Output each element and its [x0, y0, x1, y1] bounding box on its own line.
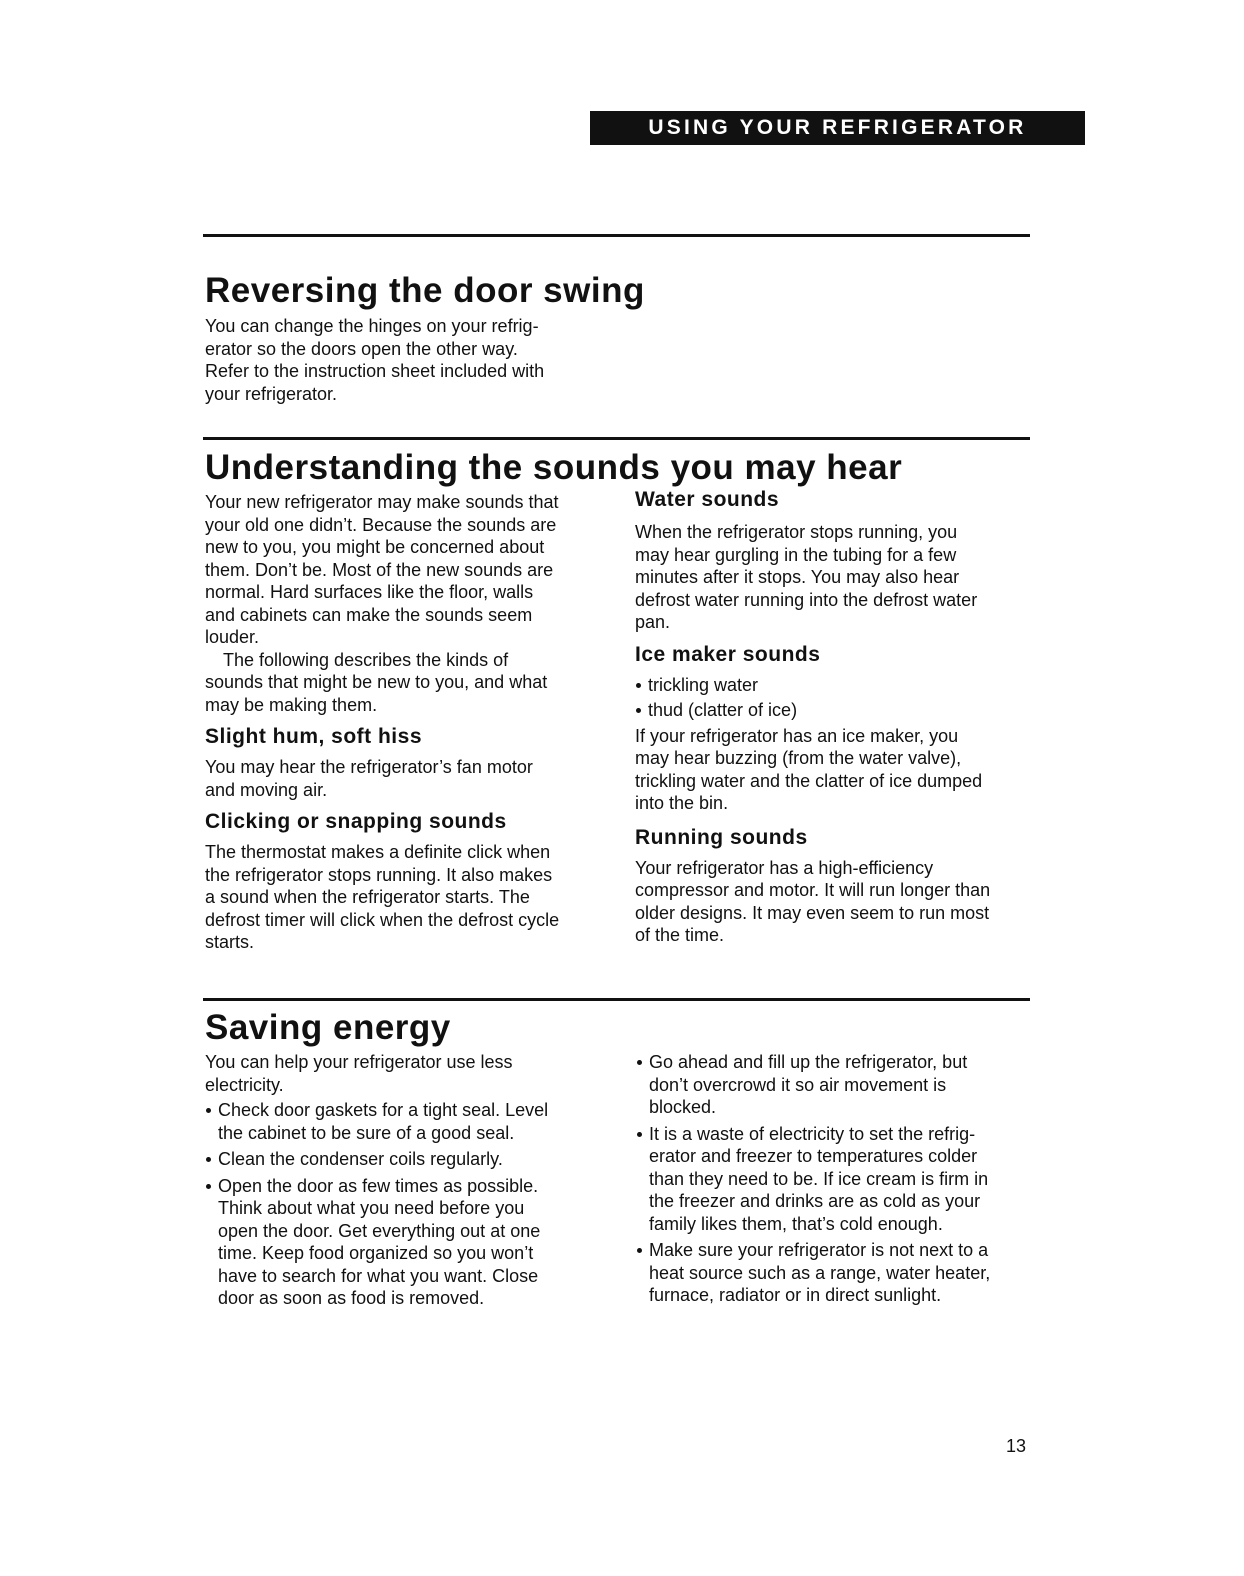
reversing-line: erator so the doors open the other way.: [205, 338, 518, 359]
energy-bullet-line: family likes them, that’s cold enough.: [649, 1213, 943, 1234]
running-line: older designs. It may even seem to run most: [635, 902, 990, 923]
icemaker-bullet: thud (clatter of ice): [635, 699, 1045, 722]
clicking-line: a sound when the refrigerator starts. The: [205, 887, 530, 907]
clicking-line: starts.: [205, 932, 255, 952]
energy-bullet: [205, 1099, 615, 1144]
energy-bullet-line: blocked.: [649, 1097, 717, 1117]
reversing-line: You can change the hinges on your refrig-: [205, 316, 539, 336]
running-line: of the time.: [635, 925, 725, 945]
energy-right-bullets: [636, 1051, 1046, 1307]
energy-bullet-line: Clean the condenser coils regularly.: [218, 1149, 503, 1169]
clicking-line: The thermostat makes a definite click when: [205, 842, 551, 862]
sounds-title: Understanding the sounds you may hear: [205, 448, 903, 487]
running-line: compressor and motor. It will run longer than: [635, 880, 991, 900]
energy-bullet: [205, 1148, 615, 1171]
running-heading: Running sounds: [635, 825, 808, 849]
energy-bullet-line: door as soon as food is removed.: [218, 1288, 485, 1308]
clicking-heading: Clicking or snapping sounds: [205, 810, 507, 833]
water-heading: Water sounds: [635, 488, 780, 511]
clicking-line: defrost timer will click when the defrost cycle: [205, 909, 560, 930]
water-line: minutes after it stops. You may also hear: [635, 567, 960, 587]
section-banner: USING YOUR REFRIGERATOR: [590, 111, 1085, 145]
section-divider: [203, 998, 1030, 1001]
sounds-intro-line: louder.: [205, 627, 260, 647]
reversing-line: your refrigerator.: [205, 383, 338, 404]
energy-bullet-line: heat source such as a range, water heater,: [649, 1262, 991, 1283]
energy-bullet-line: don’t overcrowd it so air movement is: [649, 1074, 947, 1095]
sounds-intro-line: and cabinets can make the sounds seem: [205, 604, 533, 625]
energy-bullet: [636, 1051, 1046, 1119]
energy-bullet: [636, 1123, 1046, 1236]
energy-right-column: [636, 1051, 1046, 1307]
energy-bullet-line: the freezer and drinks are as cold as your: [649, 1191, 981, 1211]
reversing-body: [205, 315, 625, 405]
icemaker-heading: Ice maker sounds: [635, 642, 821, 666]
sounds-following-line: sounds that might be new to you, and what: [205, 672, 548, 692]
sounds-left-column: [205, 491, 620, 954]
water-line: When the refrigerator stops running, you: [635, 522, 958, 542]
energy-bullet: [205, 1175, 615, 1310]
energy-intro-line: electricity.: [205, 1074, 284, 1095]
energy-bullet-line: than they need to be. If ice cream is firm in: [649, 1168, 989, 1189]
sounds-right-column: [635, 487, 1045, 947]
page-number: 13: [1006, 1436, 1027, 1456]
running-line: Your refrigerator has a high-efficiency: [635, 857, 934, 878]
energy-left-bullets: [205, 1099, 615, 1310]
hum-line: You may hear the refrigerator’s fan motor: [205, 757, 533, 777]
energy-bullet-line: Make sure your refrigerator is not next to a: [649, 1240, 989, 1260]
sounds-intro-line: normal. Hard surfaces like the floor, walls: [205, 582, 534, 602]
energy-bullet-line: have to search for what you want. Close: [218, 1265, 539, 1286]
energy-left-column: [205, 1051, 615, 1310]
sounds-intro-line: them. Don’t be. Most of the new sounds are: [205, 559, 554, 580]
energy-bullet-line: Open the door as few times as possible.: [218, 1175, 539, 1196]
water-line: may hear gurgling in the tubing for a few: [635, 544, 957, 565]
energy-intro-line: You can help your refrigerator use less: [205, 1052, 513, 1072]
energy-title: Saving energy: [205, 1008, 451, 1047]
energy-bullet-line: time. Keep food organized so you won’t: [218, 1243, 534, 1263]
section-divider: [203, 437, 1030, 440]
icemaker-line: may hear buzzing (from the water valve),: [635, 748, 962, 768]
energy-bullet-line: furnace, radiator or in direct sunlight.: [649, 1285, 942, 1305]
energy-bullet-line: Go ahead and fill up the refrigerator, but: [649, 1052, 968, 1072]
icemaker-bullets: [635, 674, 1045, 722]
hum-heading: Slight hum, soft hiss: [205, 725, 423, 748]
energy-bullet-line: It is a waste of electricity to set the refrig-: [649, 1123, 976, 1144]
sounds-following-line: The following describes the kinds of: [223, 649, 509, 670]
icemaker-bullet: trickling water: [635, 674, 1045, 697]
energy-bullet-line: Think about what you need before you: [218, 1198, 525, 1218]
clicking-line: the refrigerator stops running. It also makes: [205, 864, 553, 885]
energy-bullet-line: open the door. Get everything out at one: [218, 1220, 541, 1241]
reversing-line: Refer to the instruction sheet included with: [205, 361, 545, 381]
water-line: pan.: [635, 612, 671, 632]
icemaker-line: trickling water and the clatter of ice dumped: [635, 770, 983, 791]
section-divider: [203, 234, 1030, 237]
hum-line: and moving air.: [205, 779, 328, 800]
sounds-intro-line: new to you, you might be concerned about: [205, 537, 545, 557]
energy-bullet-line: Check door gaskets for a tight seal. Level: [218, 1100, 549, 1120]
sounds-following-line: may be making them.: [205, 694, 378, 715]
sounds-intro-line: your old one didn’t. Because the sounds are: [205, 514, 557, 535]
sounds-intro-line: Your new refrigerator may make sounds that: [205, 492, 559, 512]
energy-bullet: [636, 1239, 1046, 1307]
energy-bullet-line: erator and freezer to temperatures colder: [649, 1146, 978, 1166]
icemaker-line: into the bin.: [635, 793, 729, 813]
water-line: defrost water running into the defrost water: [635, 589, 978, 610]
energy-bullet-line: the cabinet to be sure of a good seal.: [218, 1122, 515, 1143]
icemaker-line: If your refrigerator has an ice maker, you: [635, 725, 959, 746]
reversing-title: Reversing the door swing: [205, 271, 645, 310]
